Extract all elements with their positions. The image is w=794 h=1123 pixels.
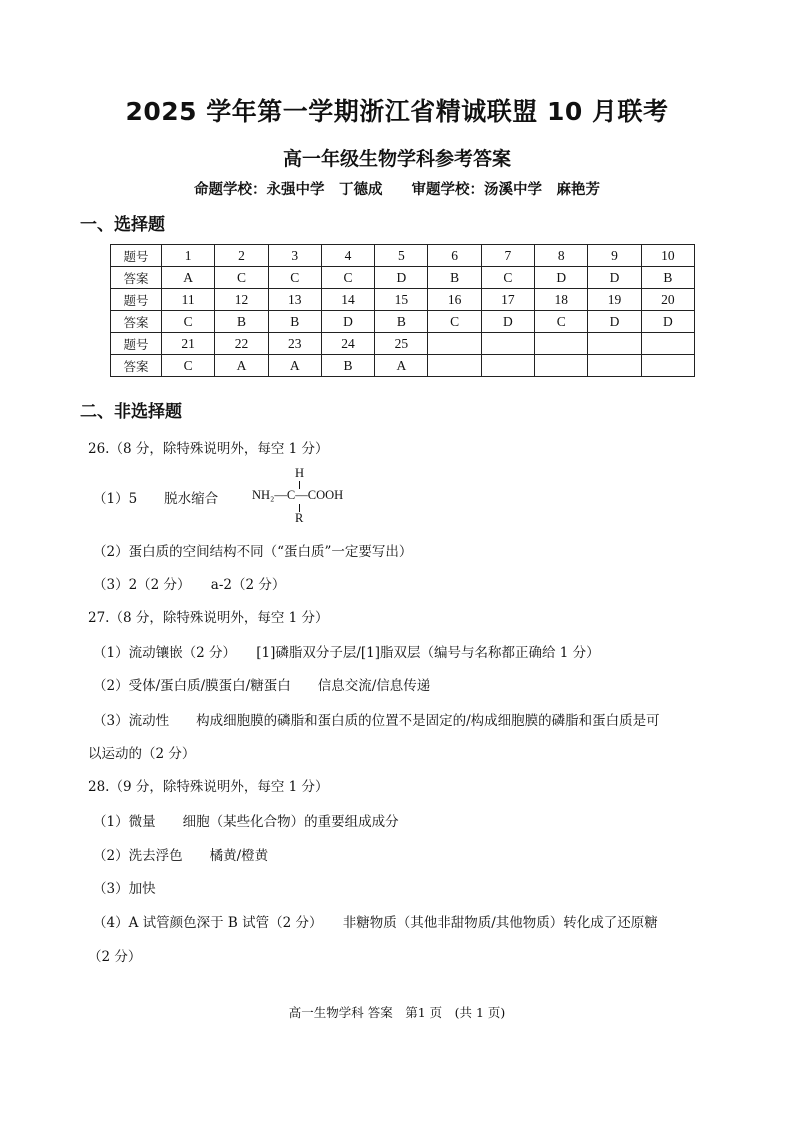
- table-cell: 18: [535, 289, 588, 311]
- q28-answer-3: （3）加快: [93, 881, 156, 897]
- table-cell: [588, 333, 641, 355]
- table-cell: 15: [375, 289, 428, 311]
- table-cell: [481, 333, 534, 355]
- structure-h: H: [295, 466, 305, 480]
- table-row: [111, 311, 695, 333]
- table-cell: 6: [428, 245, 481, 267]
- table-cell: D: [375, 267, 428, 289]
- q28-answer-2: （2）洗去浮色 橘黄/橙黄: [93, 848, 269, 864]
- table-cell: D: [588, 267, 641, 289]
- q28-answer-4-cont: （2 分）: [88, 949, 142, 965]
- table-cell: 19: [588, 289, 641, 311]
- table-cell: 25: [375, 333, 428, 355]
- table-cell: C: [481, 267, 534, 289]
- table-cell: 23: [268, 333, 321, 355]
- table-cell: 14: [321, 289, 374, 311]
- table-cell: 22: [215, 333, 268, 355]
- table-cell: 16: [428, 289, 481, 311]
- table-cell: [641, 355, 694, 377]
- q28-header: 28.（9 分，除特殊说明外，每空 1 分）: [88, 779, 329, 795]
- table-cell: [428, 333, 481, 355]
- table-cell: D: [588, 311, 641, 333]
- table-cell: [641, 333, 694, 355]
- page-subtitle: 高一年级生物学科参考答案: [282, 148, 511, 170]
- table-cell: B: [321, 355, 374, 377]
- table-cell: D: [481, 311, 534, 333]
- table-row: [111, 289, 695, 311]
- authors-line: 命题学校：永强中学 丁德成 审题学校：汤溪中学 麻艳芳: [194, 182, 600, 198]
- table-row: [111, 267, 695, 289]
- q27-answer-2: （2）受体/蛋白质/膜蛋白/糖蛋白 信息交流/信息传递: [93, 678, 431, 694]
- section-choice-title: 一、选择题: [80, 215, 165, 235]
- section-nonchoice-title: 二、非选择题: [80, 402, 182, 422]
- row-label: 答案: [111, 267, 162, 289]
- page-title: 2025 学年第一学期浙江省精诚联盟 10 月联考: [125, 97, 669, 126]
- table-cell: D: [321, 311, 374, 333]
- amino-acid-structure: [252, 466, 372, 528]
- table-cell: D: [535, 267, 588, 289]
- q26-answer-3: （3）2（2 分） a-2（2 分）: [93, 577, 286, 593]
- row-label: 答案: [111, 355, 162, 377]
- table-cell: C: [162, 311, 215, 333]
- row-label: 题号: [111, 333, 162, 355]
- table-cell: D: [641, 311, 694, 333]
- row-label: 答案: [111, 311, 162, 333]
- table-cell: 8: [535, 245, 588, 267]
- page-footer: 高一生物学科 答案 第1 页 (共 1 页): [288, 1005, 506, 1020]
- table-cell: C: [268, 267, 321, 289]
- table-cell: 1: [162, 245, 215, 267]
- table-cell: 21: [162, 333, 215, 355]
- table-cell: 4: [321, 245, 374, 267]
- table-cell: [428, 355, 481, 377]
- q27-answer-1: （1）流动镶嵌（2 分） [1]磷脂双分子层/[1]脂双层（编号与名称都正确给 1 分）: [93, 645, 600, 661]
- q27-answer-3: （3）流动性 构成细胞膜的磷脂和蛋白质的位置不是固定的/构成细胞膜的磷脂和蛋白质是可: [93, 713, 660, 729]
- table-cell: A: [375, 355, 428, 377]
- table-cell: 24: [321, 333, 374, 355]
- table-cell: A: [268, 355, 321, 377]
- table-row: [111, 333, 695, 355]
- table-cell: 11: [162, 289, 215, 311]
- q28-answer-1: （1）微量 细胞（某些化合物）的重要组成成分: [93, 814, 399, 830]
- table-cell: [535, 355, 588, 377]
- q27-answer-3-cont: 以运动的（2 分）: [88, 746, 196, 762]
- q26-answer-2: （2）蛋白质的空间结构不同（“蛋白质”一定要写出）: [93, 544, 413, 560]
- q26-answer-1: （1）5 脱水缩合: [93, 491, 219, 507]
- row-label: 题号: [111, 245, 162, 267]
- table-cell: [535, 333, 588, 355]
- table-cell: A: [162, 267, 215, 289]
- table-cell: 3: [268, 245, 321, 267]
- table-cell: 9: [588, 245, 641, 267]
- table-row: [111, 355, 695, 377]
- table-cell: A: [215, 355, 268, 377]
- table-cell: C: [215, 267, 268, 289]
- q27-header: 27.（8 分，除特殊说明外，每空 1 分）: [88, 610, 329, 626]
- table-cell: 17: [481, 289, 534, 311]
- table-cell: B: [375, 311, 428, 333]
- table-cell: C: [535, 311, 588, 333]
- table-cell: B: [641, 267, 694, 289]
- table-cell: C: [162, 355, 215, 377]
- table-cell: 10: [641, 245, 694, 267]
- table-cell: 12: [215, 289, 268, 311]
- table-cell: B: [428, 267, 481, 289]
- table-cell: C: [428, 311, 481, 333]
- table-cell: [481, 355, 534, 377]
- row-label: 题号: [111, 289, 162, 311]
- table-cell: 13: [268, 289, 321, 311]
- q28-answer-4: （4）A 试管颜色深于 B 试管（2 分） 非糖物质（其他非甜物质/其他物质）转化成了还原糖: [93, 915, 658, 931]
- table-cell: C: [321, 267, 374, 289]
- q26-header: 26.（8 分，除特殊说明外，每空 1 分）: [88, 441, 329, 457]
- table-cell: 20: [641, 289, 694, 311]
- structure-r: R: [295, 511, 304, 525]
- table-cell: 5: [375, 245, 428, 267]
- table-row: [111, 245, 695, 267]
- table-cell: 7: [481, 245, 534, 267]
- table-cell: [588, 355, 641, 377]
- answer-table: [110, 244, 695, 377]
- table-cell: B: [268, 311, 321, 333]
- table-cell: B: [215, 311, 268, 333]
- structure-main: NH₂—C—COOH: [252, 488, 344, 502]
- table-cell: 2: [215, 245, 268, 267]
